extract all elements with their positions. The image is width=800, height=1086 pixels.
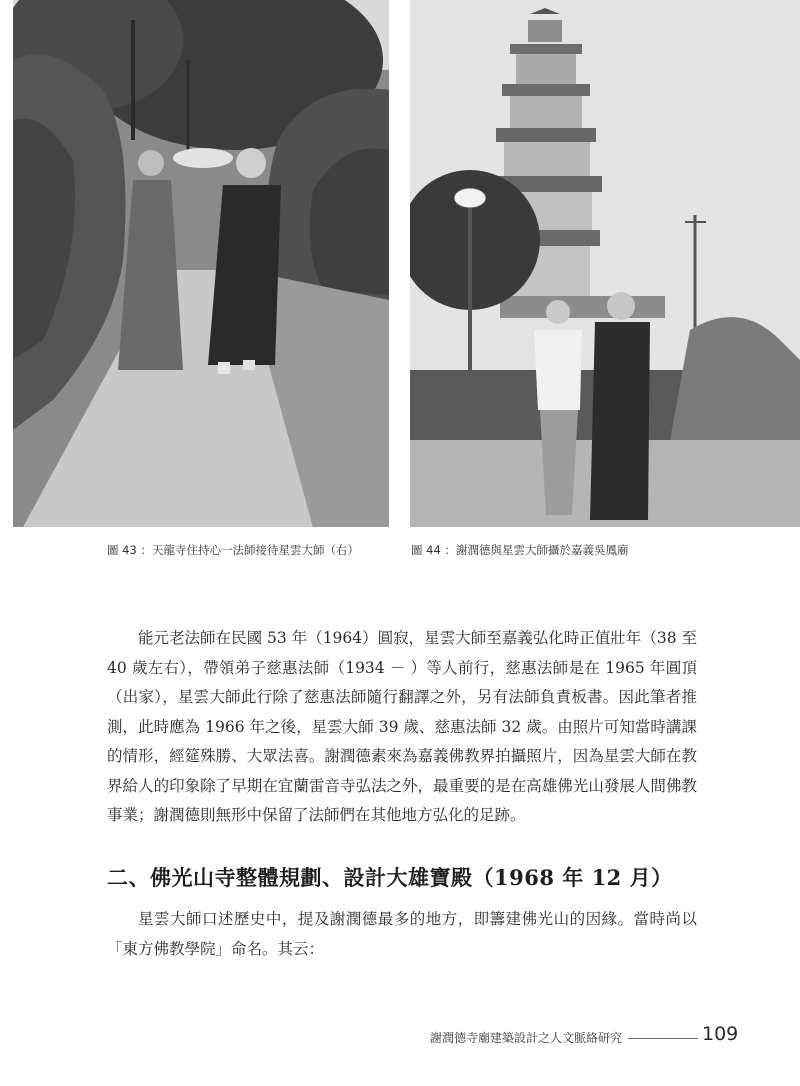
body-paragraph: 星雲大師口述歷史中，提及謝潤德最多的地方，即籌建佛光山的因緣。當時尚以「東方佛教學院」命名。其云：	[107, 910, 697, 958]
footer-rule	[628, 1038, 698, 1039]
figure-44-photo	[410, 0, 800, 527]
running-title: 謝潤德寺廟建築設計之人文脈絡研究	[429, 1031, 622, 1045]
figure-43-photo	[13, 0, 389, 527]
section-heading: 二、佛光山寺整體規劃、設計大雄寶殿（1968 年 12 月）	[107, 865, 673, 890]
figure-43-caption: 圖 43 ：天龍寺住持心一法師接待星雲大師（右）	[107, 543, 359, 557]
body-paragraph: 能元老法師在民國 53 年（1964）圓寂，星雲大師至嘉義弘化時正值壯年（38 至 40 歲左右），帶領弟子慈惠法師（1934 － ）等人前行，慈惠法師是在 1965 年圓頂（出家），星雲大師此行除了慈惠法師隨行翻譯之外，另有法師負責板書。因此筆者推測，此時應為 1966 年之後，星雲大師 39 歲、慈惠法師 32 歲。由照片可知當時講課的情形，經筵殊勝、大眾法喜。謝潤德素來為嘉義佛教界拍攝照片，因為星雲大師在教界給人的印象除了早期在宜蘭雷音寺弘法之外，最重要的是在高雄佛光山發展人間佛教事業；謝潤德則無形中保留了法師們在其他地方弘化的足跡。	[107, 629, 697, 824]
page-number: 109	[702, 1023, 739, 1045]
figure-44-caption: 圖 44 ：謝潤德與星雲大師攝於嘉義吳鳳廟	[411, 543, 629, 557]
